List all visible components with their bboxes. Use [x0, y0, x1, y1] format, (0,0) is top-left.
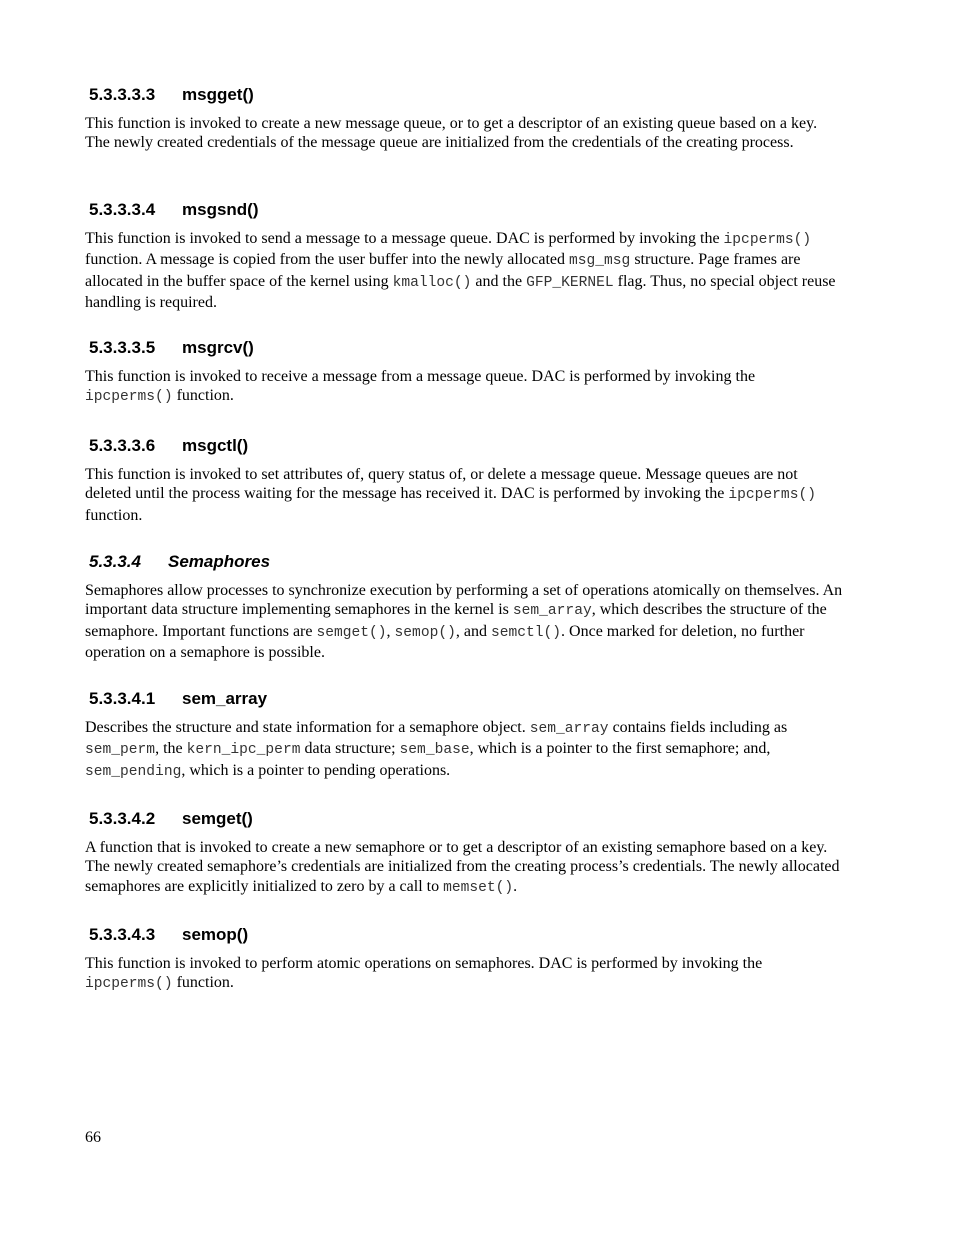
- section-heading: [85, 85, 843, 105]
- section-title: semop(): [182, 925, 249, 944]
- section-semop: [85, 925, 843, 995]
- code-sem-pending: sem_pending: [85, 763, 182, 780]
- section-title: msgget(): [182, 85, 254, 104]
- code-sem-array: sem_array: [529, 721, 609, 737]
- section-title: Semaphores: [168, 552, 271, 571]
- section-paragraph: This function is invoked to perform atomic operations on semaphores. DAC is performed by invoking the ipcperms() function.: [85, 955, 763, 993]
- section-paragraph: This function is invoked to set attributes of, query status of, or delete a message queue. Message queues are not deleted until the process waiting for the message has received it. DAC is performed by invoking the ipcperms() function.: [85, 466, 816, 524]
- section-number: 5.3.3.3.5: [89, 338, 156, 357]
- code-sem-perm: sem_perm: [85, 742, 156, 759]
- code-kmalloc: kmalloc(): [392, 274, 472, 291]
- code-msg-msg: msg_msg: [569, 253, 631, 270]
- section-heading: [85, 200, 843, 220]
- section-msgsnd: [85, 200, 843, 313]
- code-semop: semop(): [394, 624, 456, 641]
- section-heading: [85, 338, 843, 358]
- code-memset: memset(): [443, 879, 514, 896]
- code-sem-array: sem_array: [512, 603, 592, 620]
- section-title: msgrcv(): [182, 338, 254, 357]
- code-semget: semget(): [316, 624, 387, 641]
- code-ipcperms: ipcperms(): [85, 976, 173, 993]
- section-number: 5.3.3.3.4: [89, 200, 156, 219]
- section-semaphores: [85, 552, 843, 663]
- section-heading: [85, 436, 843, 456]
- section-heading: [85, 925, 843, 945]
- code-ipcperms: ipcperms(): [728, 487, 816, 504]
- section-paragraph: This function is invoked to create a new message queue, or to get a descriptor of an existing queue based on a key. The newly created credentials of the message queue are initialized from the credentials of the creating process.: [85, 115, 818, 152]
- section-number: 5.3.3.4.2: [89, 809, 156, 828]
- section-number: 5.3.3.4.3: [89, 925, 156, 944]
- section-number: 5.3.3.4.1: [89, 689, 156, 708]
- code-semctl: semctl(): [490, 624, 562, 641]
- code-gfp-kernel: GFP_KERNEL: [526, 274, 614, 291]
- code-sem-base: sem_base: [399, 742, 470, 759]
- code-ipcperms: ipcperms(): [85, 389, 173, 406]
- section-sem-array: [85, 689, 843, 782]
- section-number: 5.3.3.4: [89, 552, 141, 571]
- section-paragraph: A function that is invoked to create a new semaphore or to get a descriptor of an existing semaphore based on a key. The newly created semaphore’s credentials are initialized from the creating process’s credentials. The newly allocated semaphores are explicitly initialized to zero by a call to memset().: [85, 839, 840, 896]
- section-heading: [85, 552, 843, 572]
- section-paragraph: Describes the structure and state information for a semaphore object. sem_array contains fields including as sem_perm, the kern_ipc_perm data structure; sem_base, which is a pointer to the first semaphore; and, sem_pending, which is a pointer to pending operations.: [85, 719, 788, 780]
- section-heading: [85, 809, 843, 829]
- section-msgrcv: [85, 338, 843, 408]
- code-ipcperms: ipcperms(): [723, 232, 812, 248]
- section-paragraph: Semaphores allow processes to synchronize execution by performing a set of operations atomically on themselves. An important data structure implementing semaphores in the kernel is sem_array, which describes the structure of the semaphore. Important functions are semget(), semop(), and semctl(). Once marked for deletion, no further operation on a semaphore is possible.: [85, 582, 843, 662]
- section-title: msgsnd(): [182, 200, 259, 219]
- code-kern-ipc-perm: kern_ipc_perm: [186, 742, 301, 759]
- section-heading: [85, 689, 843, 709]
- section-title: sem_array: [182, 689, 268, 708]
- section-msgctl: [85, 436, 843, 525]
- section-title: semget(): [182, 809, 253, 828]
- section-paragraph: This function is invoked to receive a message from a message queue. DAC is performed by invoking the ipcperms() function.: [85, 368, 756, 406]
- section-number: 5.3.3.3.6: [89, 436, 156, 455]
- section-paragraph: This function is invoked to send a message to a message queue. DAC is performed by invoking the ipcperms() function. A message is copied from the user buffer into the newly allocated msg_msg structure. Page frames are allocated in the buffer space of the kernel using kmalloc() and the GFP_KERNEL flag. Thus, no special object reuse handling is required.: [85, 230, 836, 312]
- section-semget: [85, 809, 843, 898]
- section-msgget: [85, 85, 843, 153]
- section-number: 5.3.3.3.3: [89, 85, 156, 104]
- section-title: msgctl(): [182, 436, 249, 455]
- page-number: 66: [85, 1129, 101, 1146]
